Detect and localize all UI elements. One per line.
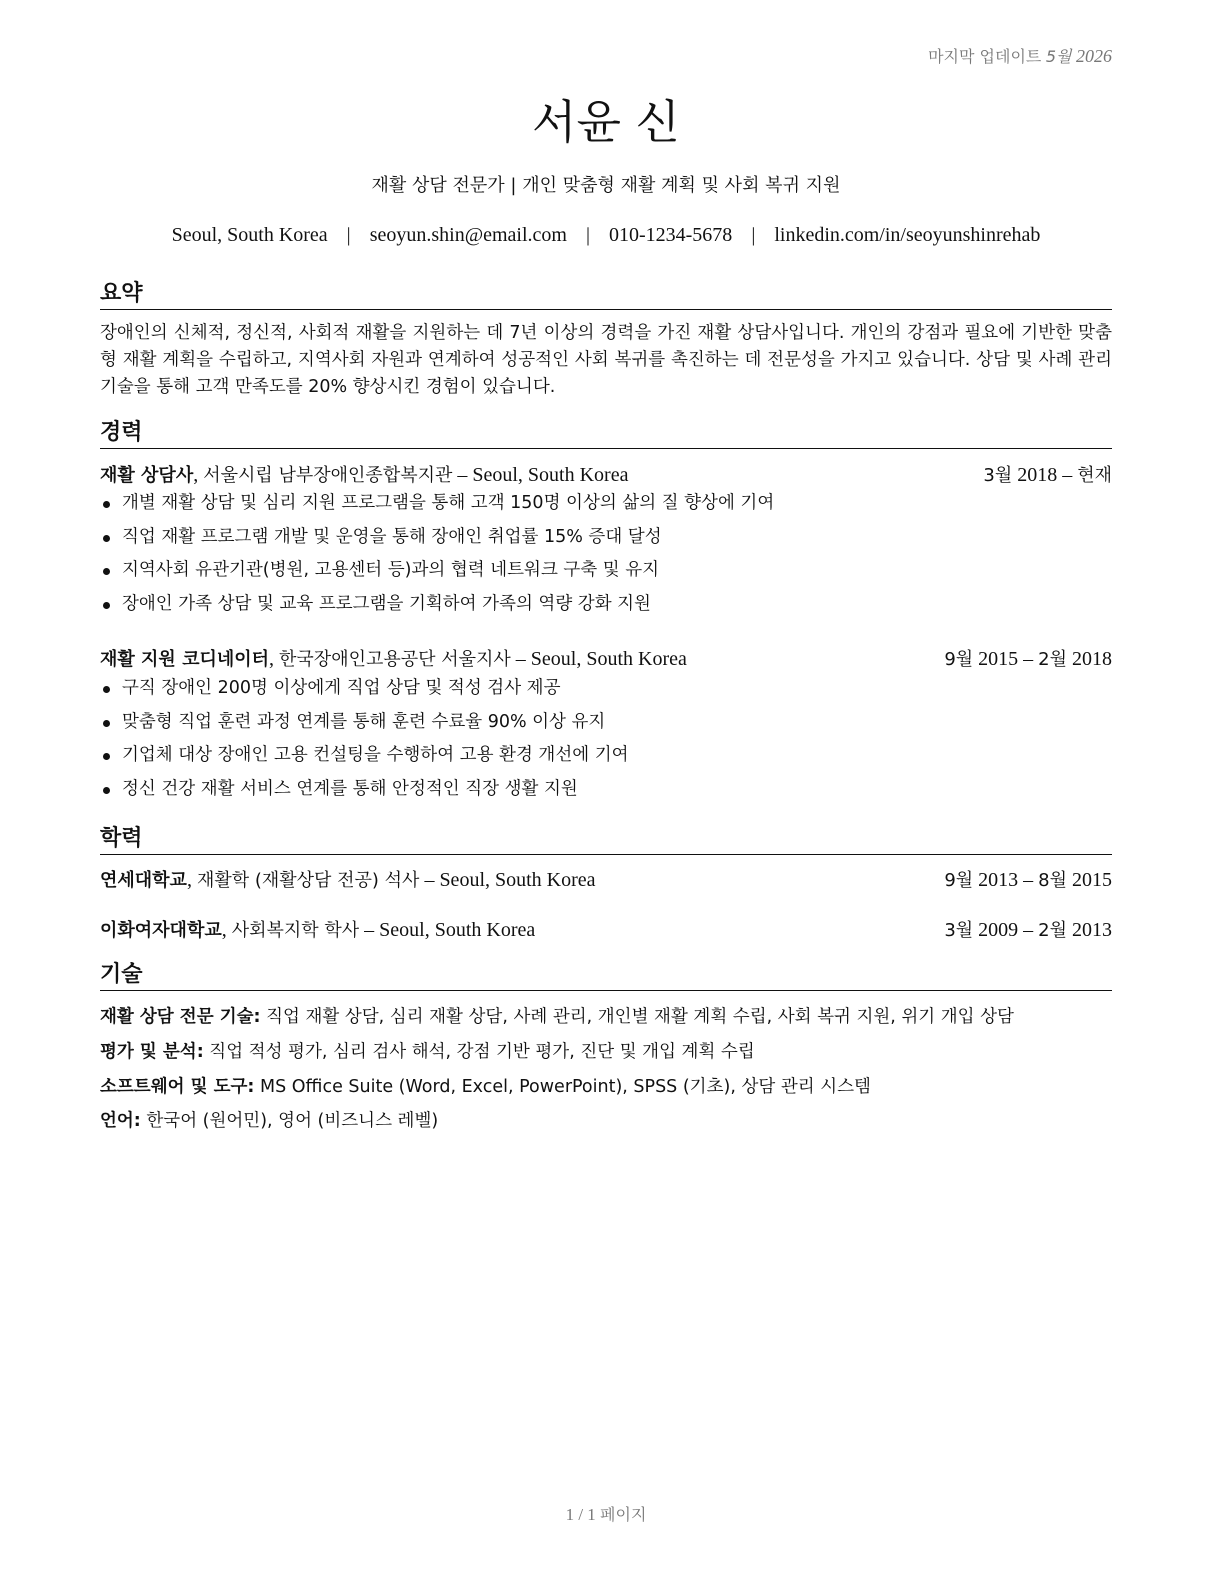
skill-value: 직업 적성 평가, 심리 검사 해석, 강점 기반 평가, 진단 및 개입 계획 수립: [209, 1042, 755, 1062]
section-title-skills: 기술: [100, 957, 1112, 991]
list-item: 기업체 대상 장애인 고용 컨설팅을 수행하여 고용 환경 개선에 기여: [100, 741, 1112, 775]
contact-separator: |: [346, 224, 351, 246]
skill-label: 언어:: [100, 1111, 141, 1131]
list-item: 지역사회 유관기관(병원, 고용센터 등)과의 협력 네트워크 구축 및 유지: [100, 556, 1112, 590]
school-location: Seoul, South Korea: [379, 919, 536, 941]
candidate-subtitle: 재활 상담 전문가 | 개인 맞춤형 재활 계획 및 사회 복귀 지원: [371, 175, 841, 196]
last-updated: 마지막 업데이트 5월 2026: [928, 46, 1112, 66]
contact-linkedin[interactable]: linkedin.com/in/seoyunshinrehab: [774, 224, 1041, 246]
degree: 재활학 (재활상담 전공) 석사: [196, 870, 420, 891]
contact-separator: |: [585, 224, 590, 246]
job-org: 한국장애인고용공단 서울지사: [279, 649, 511, 670]
job-role: 재활 지원 코디네이터: [100, 649, 270, 670]
skill-value: 한국어 (원어민), 영어 (비즈니스 레벨): [146, 1111, 439, 1131]
skill-label: 소프트웨어 및 도구:: [100, 1077, 255, 1097]
education-dates: 9월 2013 – 8월 2015: [944, 869, 1112, 891]
list-item: 정신 건강 재활 서비스 연계를 통해 안정적인 직장 생활 지원: [100, 775, 1112, 809]
list-item: 맞춤형 직업 훈련 과정 연계를 통해 훈련 수료율 90% 이상 유지: [100, 708, 1112, 742]
job-dates: 3월 2018 – 현재: [983, 464, 1112, 486]
candidate-name: 서윤 신: [532, 95, 680, 149]
job-dates: 9월 2015 – 2월 2018: [944, 648, 1112, 670]
list-item: 장애인 가족 상담 및 교육 프로그램을 기획하여 가족의 역량 강화 지원: [100, 590, 1112, 624]
education-entry: 이화여자대학교, 사회복지학 학사 – Seoul, South Korea 3월 2009 – 2월 2013: [100, 916, 1112, 944]
list-item: 개별 재활 상담 및 심리 지원 프로그램을 통해 고객 150명 이상의 삶의 질 향상에 기여: [100, 489, 1112, 523]
section-title-education: 학력: [100, 821, 1112, 855]
job-org: 서울시립 남부장애인종합복지관: [203, 465, 453, 486]
list-item: 구직 장애인 200명 이상에게 직업 상담 및 적성 검사 제공: [100, 674, 1112, 708]
job-bullets: [100, 674, 1112, 808]
list-item: 직업 재활 프로그램 개발 및 운영을 통해 장애인 취업률 15% 증대 달성: [100, 523, 1112, 557]
contact-phone: 010-1234-5678: [608, 224, 733, 246]
school-name: 연세대학교: [100, 870, 187, 891]
education-entry: 연세대학교, 재활학 (재활상담 전공) 석사 – Seoul, South Korea 9월 2013 – 8월 2015: [100, 866, 1112, 894]
job-location: Seoul, South Korea: [472, 464, 629, 486]
summary-text: 장애인의 신체적, 정신적, 사회적 재활을 지원하는 데 7년 이상의 경력을 가진 재활 상담사입니다. 개인의 강점과 필요에 기반한 맞춤형 재활 계획을 수립하고, 지역사회 자원과 연계하여 성공적인 사회 복귀를 촉진하는 데 전문성을 가지고 있습니다. 상담 및 사례 관리 기술을 통해 고객 만족도를 20% 향상시킨 경험이 있습니다.: [100, 323, 1112, 397]
job-bullets: [100, 489, 1112, 623]
job-header: 재활 상담사, 서울시립 남부장애인종합복지관 – Seoul, South Korea 3월 2018 – 현재: [100, 461, 1112, 489]
skill-row: [100, 1107, 1112, 1132]
skill-value: 직업 재활 상담, 심리 재활 상담, 사례 관리, 개인별 재활 계획 수립, 사회 복귀 지원, 위기 개입 상담: [266, 1007, 1014, 1027]
page-number: 1 / 1 페이지: [565, 1505, 647, 1524]
contact-separator: |: [751, 224, 756, 246]
school-location: Seoul, South Korea: [439, 869, 596, 891]
contact-line: [100, 224, 1112, 247]
skill-label: 평가 및 분석:: [100, 1042, 204, 1062]
degree: 사회복지학 학사: [231, 920, 360, 941]
contact-location: Seoul, South Korea: [171, 224, 328, 246]
skill-label: 재활 상담 전문 기술:: [100, 1007, 261, 1027]
skill-value: MS Office Suite (Word, Excel, PowerPoint), SPSS (기초), 상담 관리 시스템: [260, 1077, 871, 1097]
resume-page: [100, 0, 1112, 1584]
section-title-summary: 요약: [100, 276, 1112, 310]
education-dates: 3월 2009 – 2월 2013: [944, 919, 1112, 941]
skill-row: [100, 1073, 1112, 1098]
school-name: 이화여자대학교: [100, 920, 222, 941]
skill-row: [100, 1003, 1112, 1028]
job-header: 재활 지원 코디네이터, 한국장애인고용공단 서울지사 – Seoul, South Korea 9월 2015 – 2월 2018: [100, 645, 1112, 673]
contact-email[interactable]: seoyun.shin@email.com: [369, 224, 567, 246]
section-title-experience: 경력: [100, 415, 1112, 449]
job-role: 재활 상담사: [100, 465, 194, 486]
job-location: Seoul, South Korea: [530, 648, 687, 670]
skill-row: [100, 1038, 1112, 1063]
